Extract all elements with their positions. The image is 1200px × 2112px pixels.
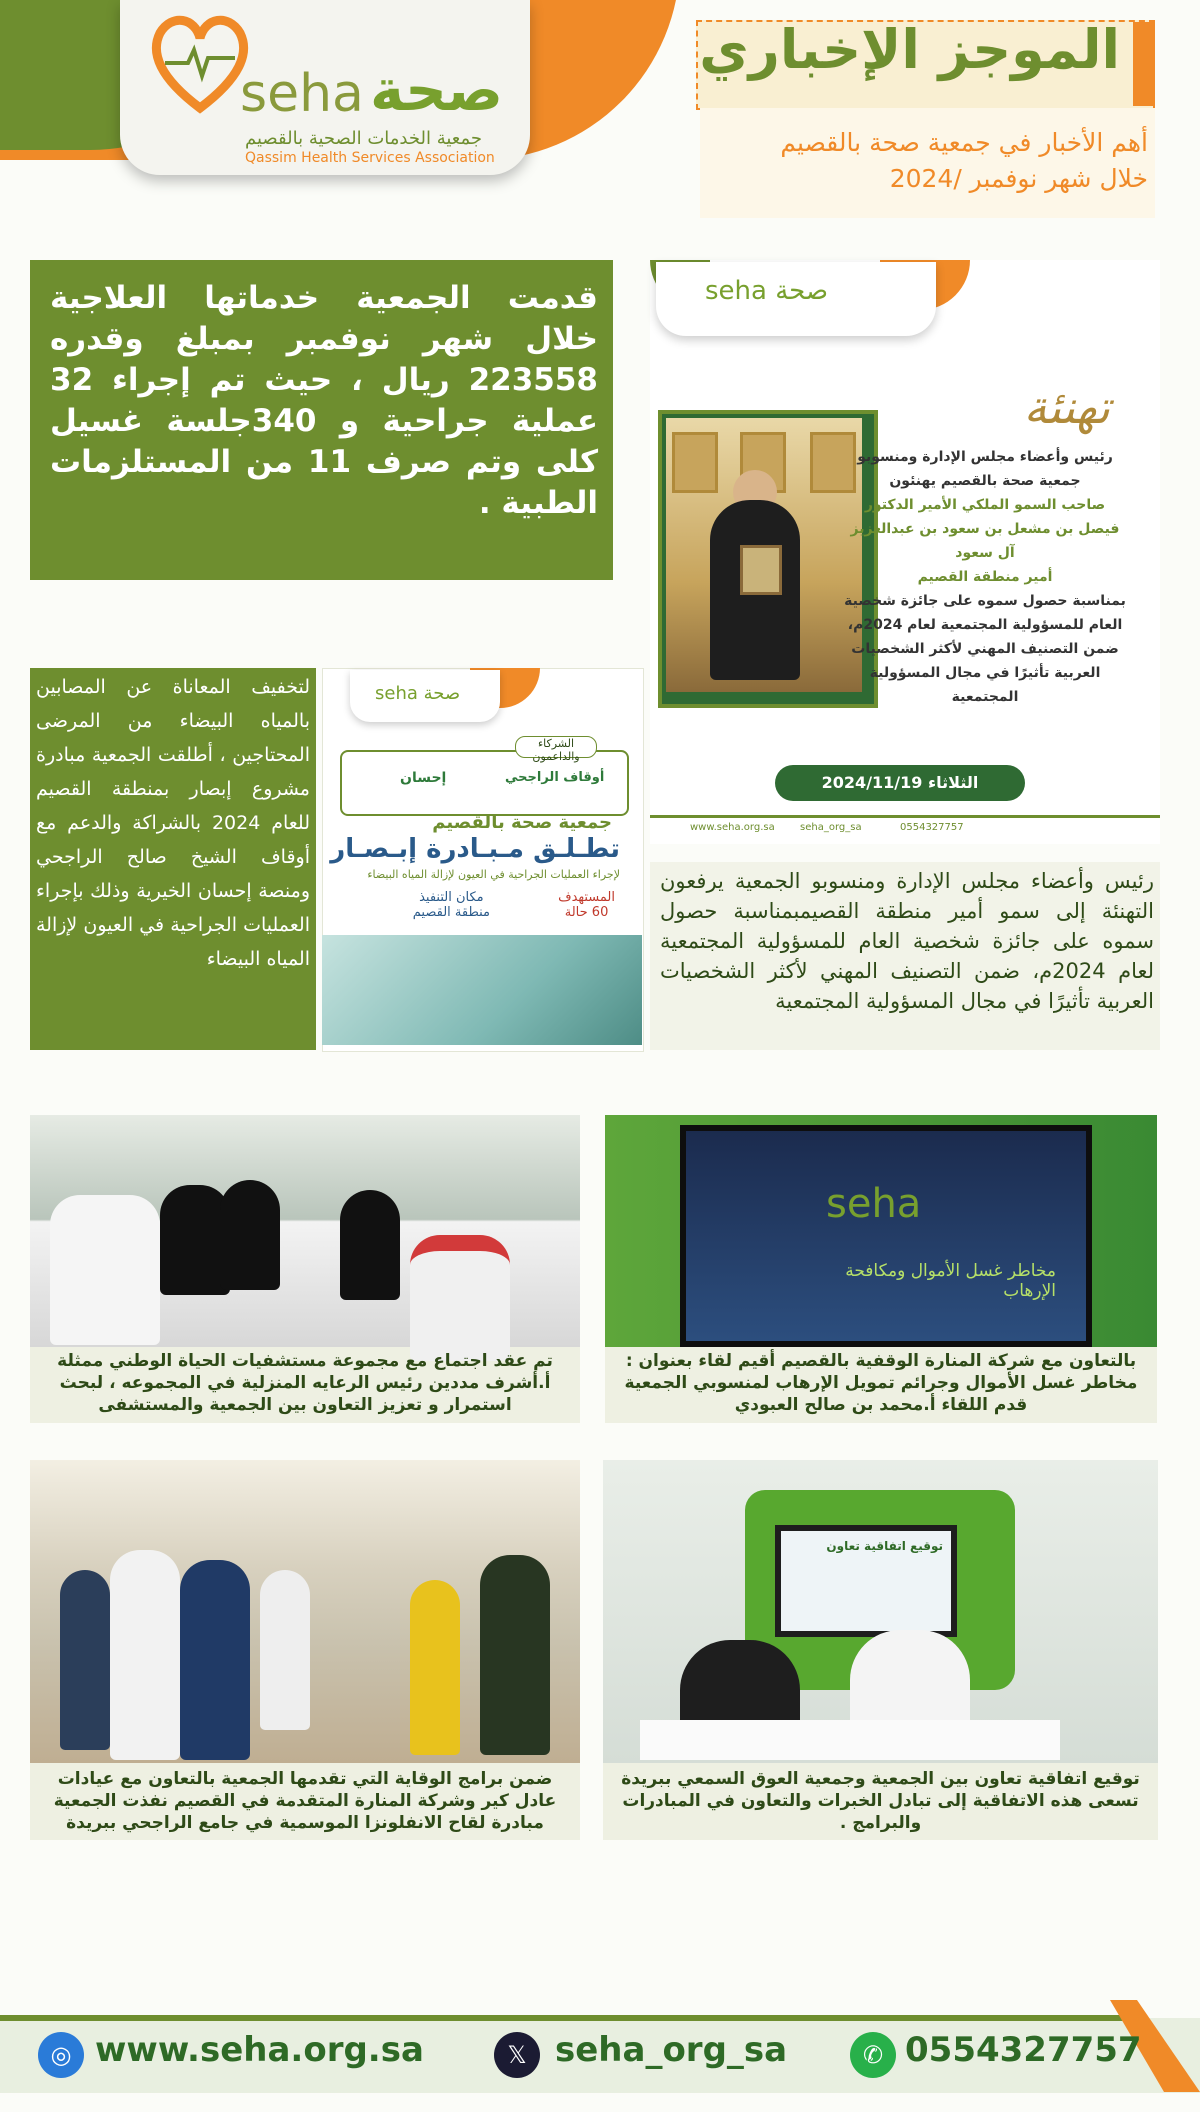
screen-title: مخاطر غسل الأموال ومكافحة الإرهاب — [845, 1261, 1056, 1301]
congrats-footer-social: seha_org_sa — [800, 822, 862, 833]
title-accent-bar — [1133, 22, 1155, 106]
portrait-frame — [672, 432, 718, 493]
congrats-line-1: رئيس وأعضاء مجلس الإدارة ومنسوبو — [857, 449, 1113, 465]
person-figure — [110, 1550, 180, 1760]
ebsar-surgery-image — [322, 935, 642, 1045]
agreement-screen — [775, 1525, 957, 1637]
congrats-logo: seha صحة — [705, 276, 829, 306]
agreement-caption: توقيع اتفاقية تعاون بين الجمعية وجمعية العوق السمعي ببريدة تسعى هذه الاتفاقية إلى تبادل الخبرات والتعاون في المبادرات والبرامج . — [621, 1769, 1140, 1833]
ebsar-stat-location-label: مكان التنفيذ — [419, 890, 484, 905]
congrats-line-5: أمير منطقة القصيم — [917, 569, 1053, 585]
person-figure — [480, 1555, 550, 1755]
x-icon: 𝕏 — [494, 2032, 540, 2078]
congrats-line-4: فيصل بن مشعل بن سعود بن عبدالعزيز آل سعود — [850, 521, 1120, 561]
ebsar-text: لتخفيف المعاناة عن المصابين بالمياه البيضاء من المرضى المحتاجين ، أطلقت الجمعية مبادرة مشروع إبصار بمنطقة القصيم للعام 2024 بالشراكة والدعم مع أوقاف الشيخ صالح الراجحي ومنصة إحسان الخيرية وذلك بإجراء العمليات الجراحية في العيون لإزالة المياه البيضاء — [36, 676, 310, 970]
logo-subtitle-ar: جمعية الخدمات الصحية بالقصيم — [245, 128, 482, 149]
ebsar-line-2: تطـلـق مـبـادرة إبـصـار — [330, 834, 620, 864]
agreement-screen-title: توقيع اتفاقية تعاون — [826, 1539, 943, 1553]
meeting-photo — [30, 1115, 580, 1347]
lecture-screen — [680, 1125, 1092, 1347]
footer-social-link[interactable]: seha_org_sa — [555, 2030, 788, 2070]
lecture-caption: بالتعاون مع شركة المنارة الوقفية بالقصيم أقيم لقاء بعنوان : مخاطر غسل الأموال وجرائم تمويل الإرهاب لمنسوبي الجمعية قدم اللقاء أ.محمد بن صالح العبودي — [624, 1351, 1138, 1415]
person-figure — [260, 1570, 310, 1730]
signing-table — [640, 1720, 1060, 1760]
partner-ihsan: إحسان — [400, 770, 447, 786]
congrats-line-6: بمناسبة حصول سموه على جائزة شخصية العام للمسؤولية المجتمعية لعام 2024م، ضمن التصنيف المهني لأكثر الشخصيات العربية تأثيرًا في مجال المسؤولية المجتمعية — [844, 593, 1126, 705]
vaccine-photo — [30, 1460, 580, 1763]
whatsapp-icon: ✆ — [850, 2032, 896, 2078]
page-title: الموجز الإخباري — [699, 18, 1120, 81]
congrats-line-3: صاحب السمو الملكي الأمير الدكتور — [864, 497, 1106, 513]
ebsar-stat-location — [413, 890, 490, 920]
congrats-date: الثلاثاء 2024/11/19 — [775, 765, 1025, 801]
services-text: قدمت الجمعية خدماتها العلاجية خلال شهر نوفمبر بمبلغ وقدره 223558 ريال ، حيث تم إجراء 32 عملية جراحية و 340جلسة غسيل كلى وتم صرف 11 من المستلزمات الطبية . — [50, 280, 598, 521]
page-subtitle — [708, 125, 1148, 197]
logo-text-ar: صحة — [370, 56, 504, 124]
congrats-title: تهنئة — [1023, 380, 1110, 434]
subtitle-line-1: أهم الأخبار في جمعية صحة بالقصيم — [780, 128, 1148, 157]
congrats-caption: رئيس وأعضاء مجلس الإدارة ومنسوبو الجمعية يرفعون التهنئة إلى سمو أمير منطقة القصيمبمناسبة حصول سموه على جائزة شخصية العام للمسؤولية المجتمعية لعام 2024م، ضمن التصنيف المهني لأكثر الشخصيات العربية تأثيرًا في مجال المسؤولية المجتمعية — [660, 869, 1154, 1013]
person-figure — [180, 1560, 250, 1760]
person-figure — [60, 1570, 110, 1750]
person-figure — [220, 1180, 280, 1290]
ebsar-stat-target-label: المستهدف — [558, 890, 615, 905]
ebsar-stat-location-value: منطقة القصيم — [412, 905, 490, 920]
footer-top-line — [0, 2015, 1140, 2021]
person-figure — [410, 1580, 460, 1755]
ebsar-stat-target-value: 60 حالة — [564, 905, 609, 920]
person-figure — [340, 1190, 400, 1300]
heart-logo-icon — [150, 8, 250, 118]
footer-website-link[interactable]: www.seha.org.sa — [95, 2030, 424, 2070]
award-plaque — [740, 545, 782, 595]
ebsar-partners-label: الشركاء والداعمون — [515, 736, 597, 758]
meeting-caption: تم عقد اجتماع مع مجموعة مستشفيات الحياة الوطني ممثلة أ.أشرف مددين رئيس الرعايه المنزلية في المجموعه ، لبحث استمرار و تعزيز التعاون بين الجمعية والمستشفى — [57, 1351, 553, 1415]
partner-rajhi: أوقاف الراجحي — [505, 770, 605, 785]
vaccine-caption: ضمن برامج الوقاية التي تقدمها الجمعية بالتعاون مع عيادات عادل كير وشركة المنارة المتقدمة في القصيم نفذت الجمعية مبادرة لقاح الانفلونزا الموسمية في جامع الراجحي ببريدة — [53, 1769, 557, 1833]
congrats-footer-phone: 0554327757 — [900, 822, 964, 833]
logo-subtitle-en: Qassim Health Services Association — [245, 150, 495, 166]
congrats-line-2: جمعية صحة بالقصيم يهنئون — [889, 473, 1081, 489]
globe-icon: ◎ — [38, 2032, 84, 2078]
ebsar-line-3: لإجراء العمليات الجراحية في العيون لإزالة المياه البيضاء — [367, 868, 620, 881]
person-figure — [50, 1195, 160, 1345]
logo-text-en: seha — [240, 64, 364, 124]
screen-logo: seha — [826, 1181, 922, 1227]
congrats-footer-web: www.seha.org.sa — [690, 822, 775, 833]
person-figure — [410, 1235, 510, 1361]
footer-phone-link[interactable]: 0554327757 — [905, 2030, 1142, 2070]
congrats-body — [840, 445, 1130, 709]
ebsar-stat-target — [558, 890, 615, 920]
subtitle-line-2: خلال شهر نوفمبر /2024 — [889, 164, 1148, 193]
ebsar-logo: seha صحة — [375, 683, 461, 704]
ebsar-line-1: جمعية صحة بالقصيم — [432, 812, 612, 833]
